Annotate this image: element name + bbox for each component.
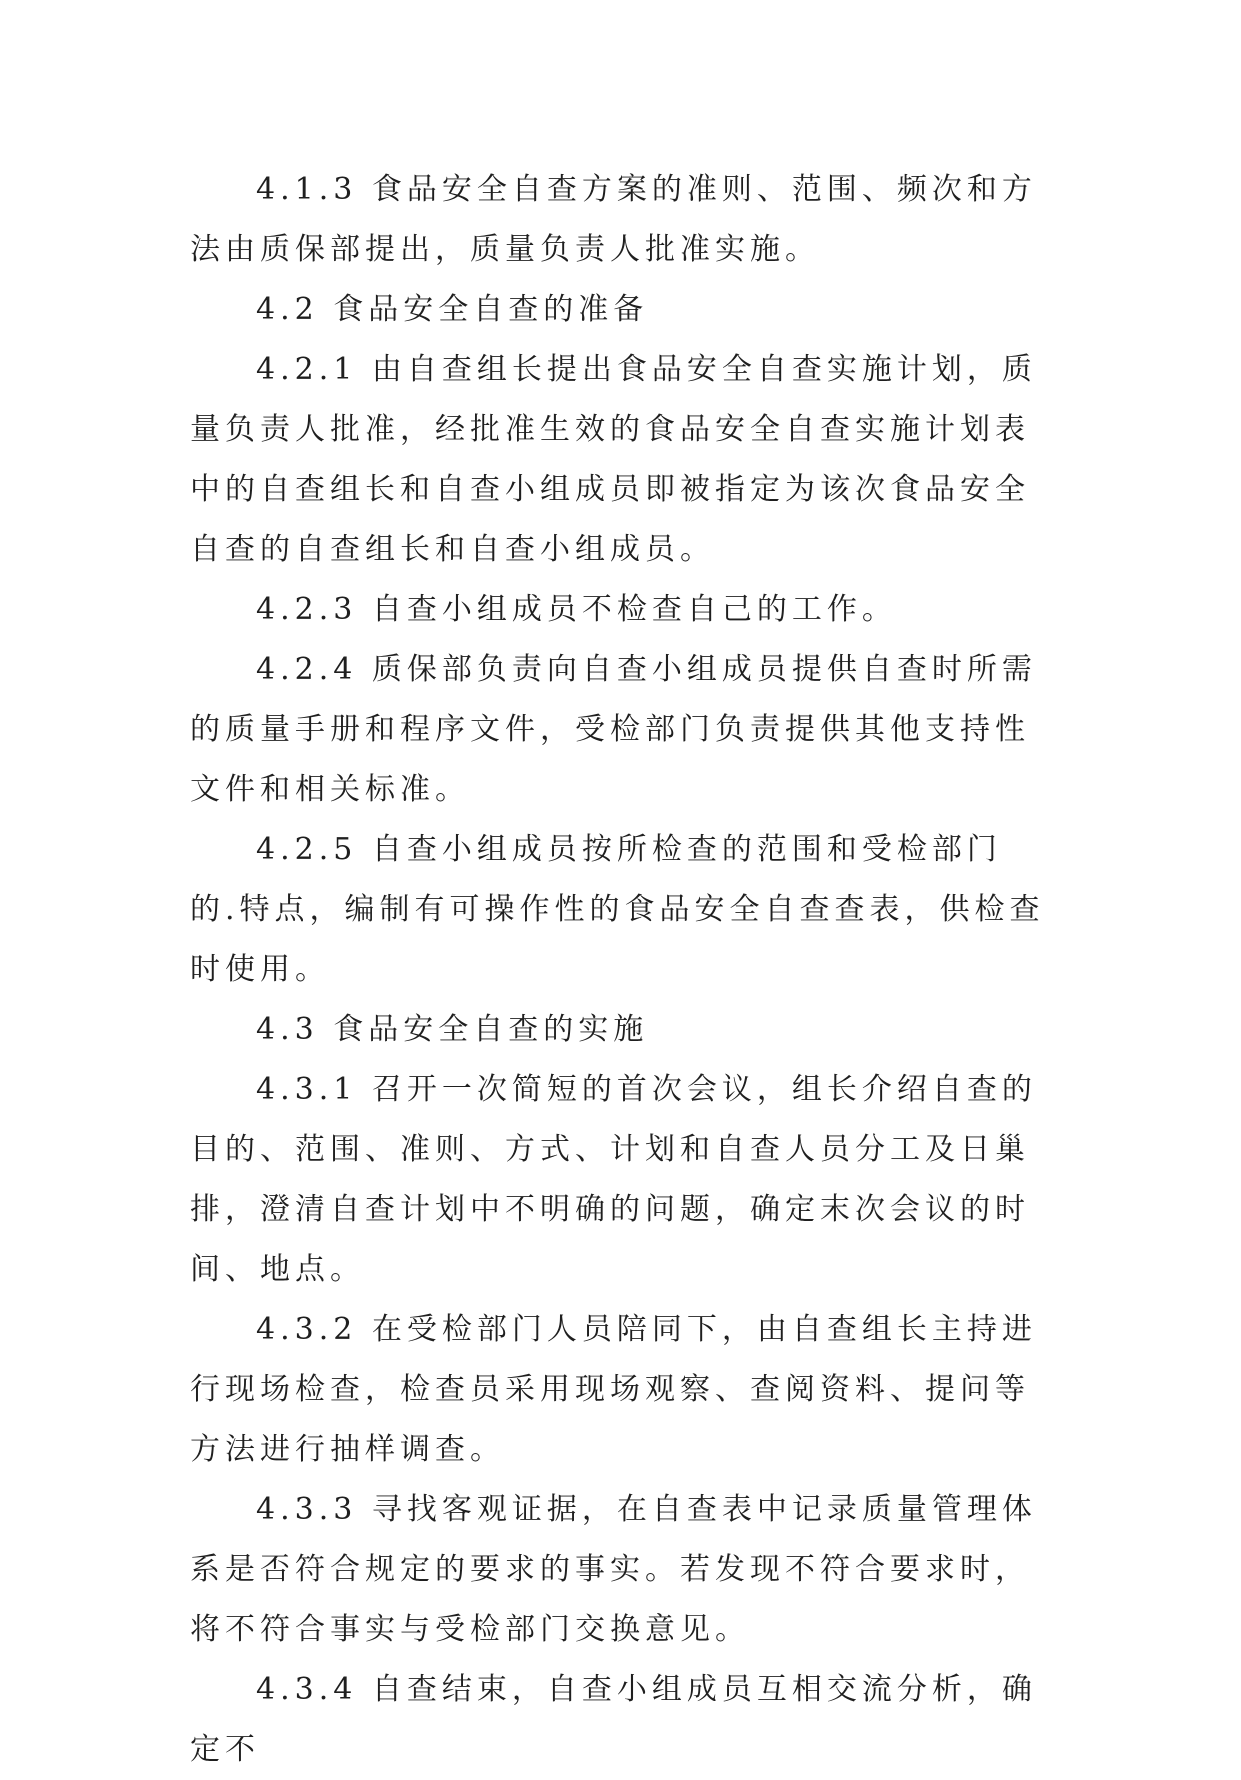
paragraph-4-2-5: 4.2.5 自查小组成员按所检查的范围和受检部门的.特点，编制有可操作性的食品安全自查查表，供检查时使用。 xyxy=(190,832,1045,987)
paragraph-4-3-4: 4.3.4 自查结束，自查小组成员互相交流分析，确定不 xyxy=(190,1672,1037,1767)
heading-4-2: 4.2 食品安全自查的准备 xyxy=(256,292,649,327)
paragraph-4-2-1: 4.2.1 由自查组长提出食品安全自查实施计划，质量负责人批准，经批准生效的食品安全自查实施计划表中的自查组长和自查小组成员即被指定为该次食品安全自查的自查组长和自查小组成员。 xyxy=(190,352,1037,567)
document-body xyxy=(190,160,1050,1780)
paragraph-4-1-3: 4.1.3 食品安全自查方案的准则、范围、频次和方法由质保部提出，质量负责人批准实施。 xyxy=(190,172,1037,267)
paragraph-4-2-3: 4.2.3 自查小组成员不检查自己的工作。 xyxy=(256,592,897,627)
paragraph-4-3-3: 4.3.3 寻找客观证据，在自查表中记录质量管理体系是否符合规定的要求的事实。若发现不符合要求时，将不符合事实与受检部门交换意见。 xyxy=(190,1492,1037,1647)
paragraph-4-2-4: 4.2.4 质保部负责向自查小组成员提供自查时所需的质量手册和程序文件，受检部门负责提供其他支持性文件和相关标准。 xyxy=(190,652,1037,807)
paragraph-4-3-2: 4.3.2 在受检部门人员陪同下，由自查组长主持进行现场检查，检查员采用现场观察、查阅资料、提问等方法进行抽样调查。 xyxy=(190,1312,1037,1467)
paragraph-4-3-1: 4.3.1 召开一次简短的首次会议，组长介绍自查的目的、范围、准则、方式、计划和自查人员分工及日巢排，澄清自查计划中不明确的问题，确定末次会议的时间、地点。 xyxy=(190,1072,1037,1287)
heading-4-3: 4.3 食品安全自查的实施 xyxy=(256,1012,649,1047)
